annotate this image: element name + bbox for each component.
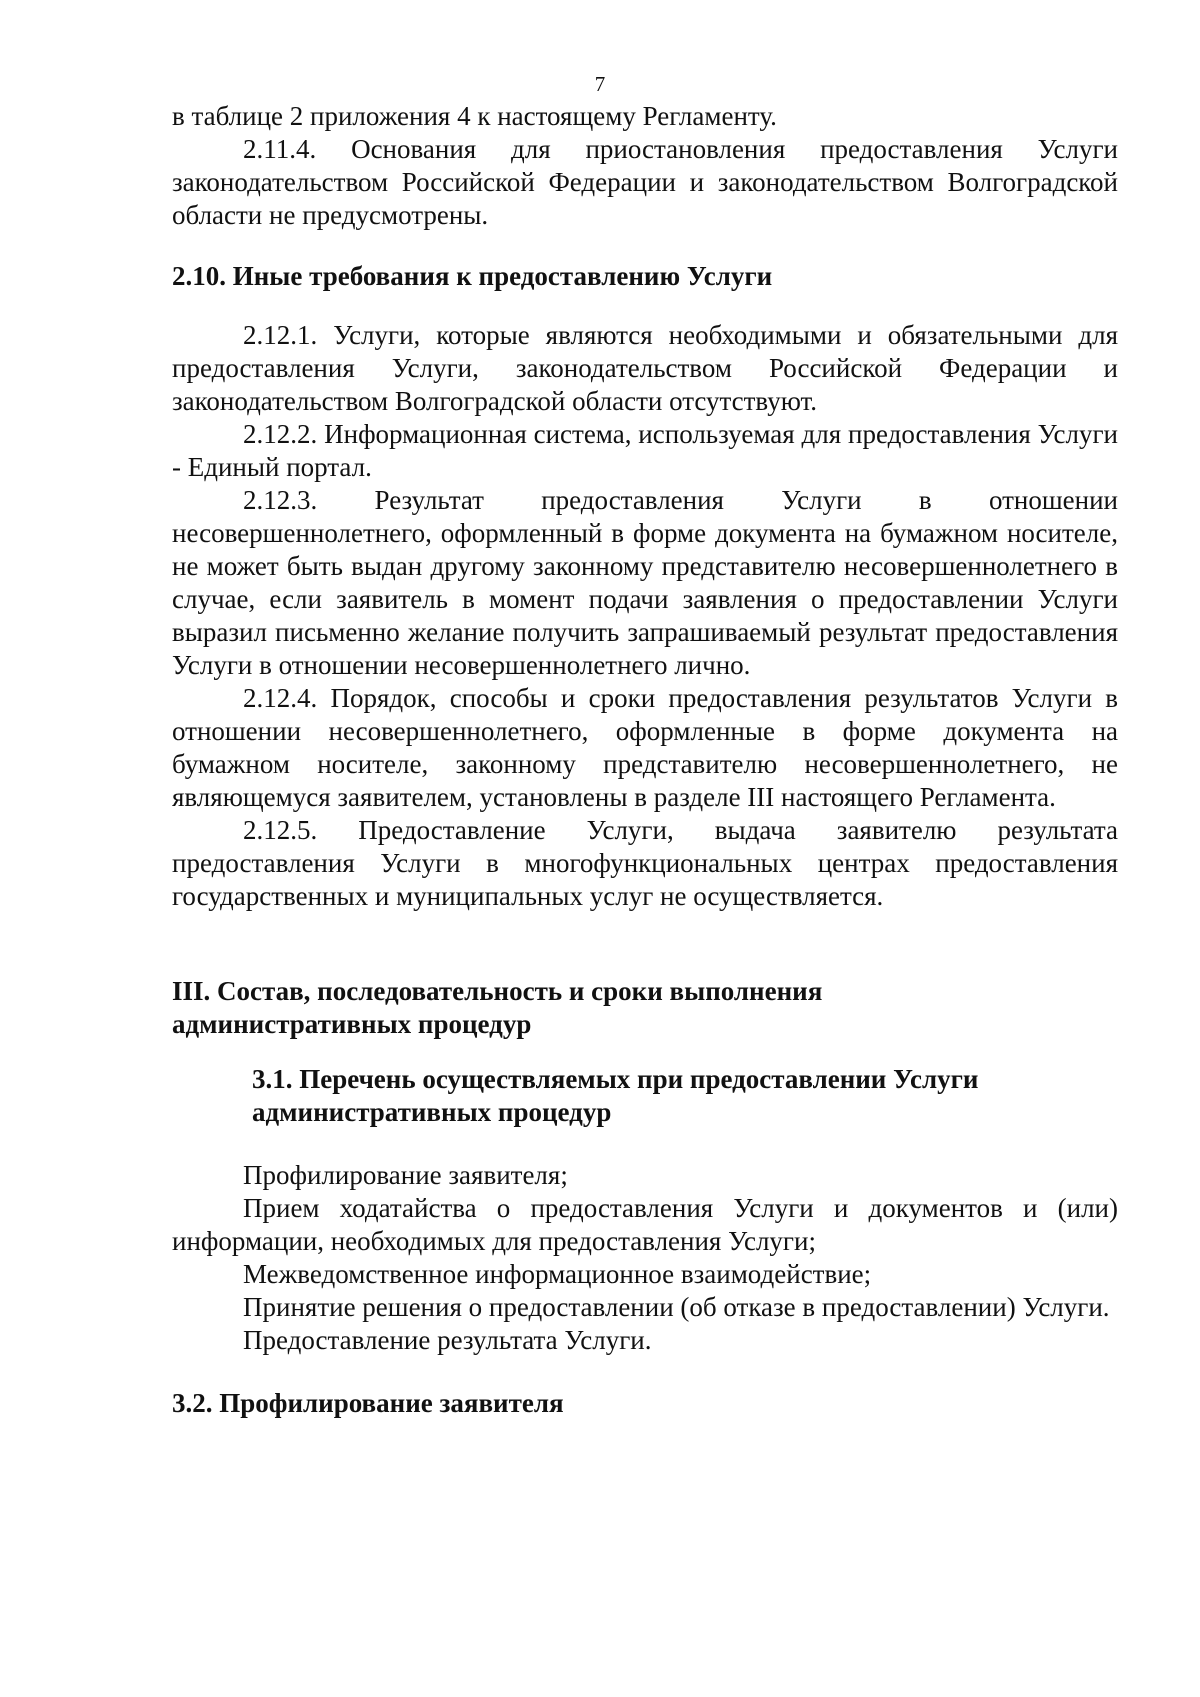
document-body	[172, 100, 1118, 1420]
section-heading-iii-line-2: административных процедур	[172, 1009, 532, 1039]
section-heading-3-1	[172, 1063, 1118, 1129]
section-heading-iii-line-1: III. Состав, последовательность и сроки выполнения	[172, 976, 823, 1006]
procedure-item-profiling: Профилирование заявителя;	[243, 1160, 568, 1190]
paragraph-2-12-1: 2.12.1. Услуги, которые являются необходимыми и обязательными для предоставления Услуги, законодательством Российской Федерации и законодательством Волгоградской области отсутствуют.	[172, 320, 1118, 416]
paragraph-2-11-4: 2.11.4. Основания для приостановления предоставления Услуги законодательством Российской Федерации и законодательством Волгоградской области не предусмотрены.	[172, 134, 1118, 230]
procedure-item-interagency: Межведомственное информационное взаимодействие;	[243, 1259, 872, 1289]
paragraph-2-12-3: 2.12.3. Результат предоставления Услуги в отношении несовершеннолетнего, оформленный в форме документа на бумажном носителе, не может быть выдан другому законному представителю несовершеннолетнего в случае, если заявитель в момент подачи заявления о предоставлении Услуги выразил письменно желание получить запрашиваемый результат предоставления Услуги в отношении несовершеннолетнего лично.	[172, 485, 1118, 680]
section-heading-2-10: 2.10. Иные требования к предоставлению Услуги	[172, 261, 773, 291]
section-heading-iii	[172, 975, 1118, 1041]
procedure-item-petition: Прием ходатайства о предоставления Услуги и документов и (или) информации, необходимых для предоставления Услуги;	[172, 1193, 1118, 1256]
section-heading-3-1-line-2: административных процедур	[252, 1097, 612, 1127]
procedure-item-decision: Принятие решения о предоставлении (об отказе в предоставлении) Услуги.	[243, 1292, 1110, 1322]
paragraph-continuation: в таблице 2 приложения 4 к настоящему Регламенту.	[172, 101, 777, 131]
procedure-item-result: Предоставление результата Услуги.	[243, 1325, 652, 1355]
paragraph-2-12-5: 2.12.5. Предоставление Услуги, выдача заявителю результата предоставления Услуги в многофункциональных центрах предоставления государственных и муниципальных услуг не осуществляется.	[172, 815, 1118, 911]
paragraph-2-12-2: 2.12.2. Информационная система, используемая для предоставления Услуги - Единый портал.	[172, 419, 1118, 482]
section-heading-3-2: 3.2. Профилирование заявителя	[172, 1388, 564, 1418]
page-number: 7	[594, 72, 606, 96]
paragraph-2-12-4: 2.12.4. Порядок, способы и сроки предоставления результатов Услуги в отношении несовершеннолетнего, оформленные в форме документа на бумажном носителе, законному представителю несовершеннолетнего, не являющемуся заявителем, установлены в разделе III настоящего Регламента.	[172, 683, 1118, 812]
section-heading-3-1-line-1: 3.1. Перечень осуществляемых при предоставлении Услуги	[252, 1064, 979, 1094]
